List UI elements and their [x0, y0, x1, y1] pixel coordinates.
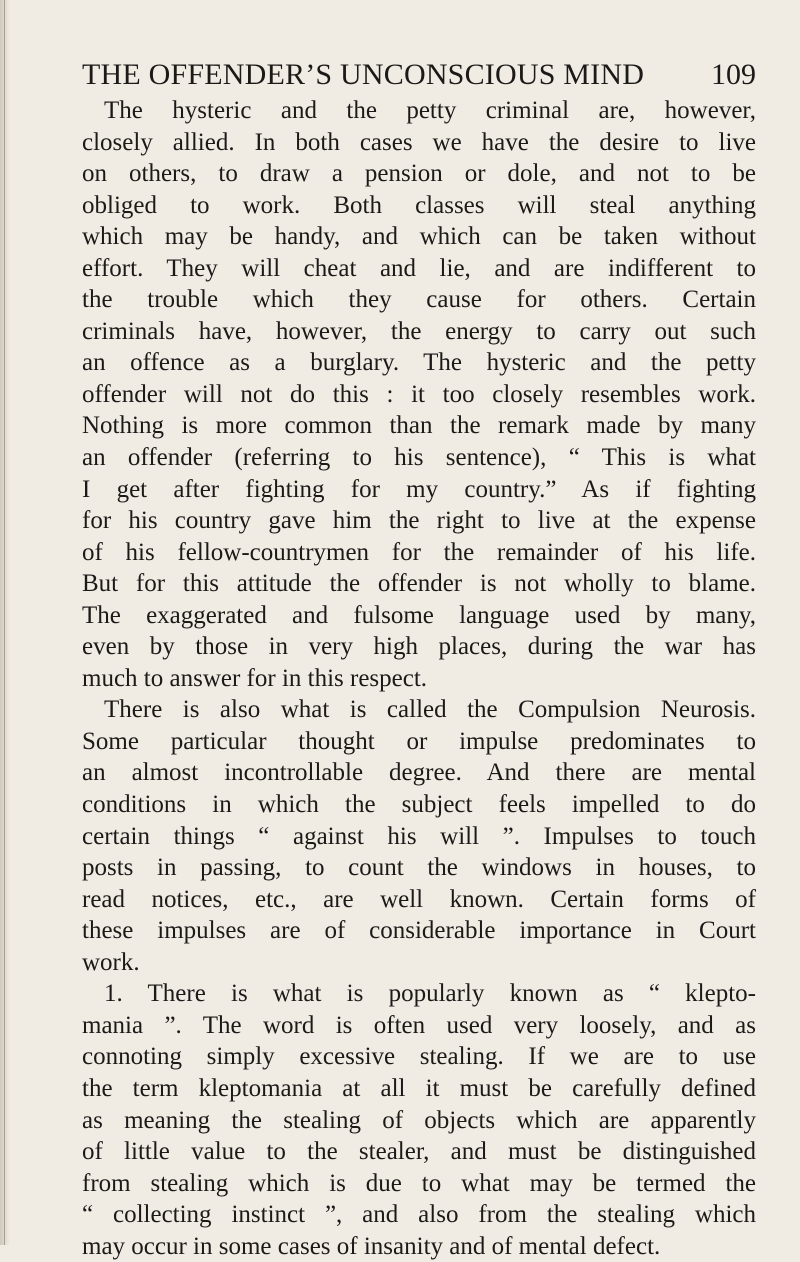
- running-head-title: THE OFFENDER’S UNCONSCIOUS MIND: [82, 58, 645, 91]
- body-text: [82, 95, 756, 1262]
- text-line: I get after fighting for my country.” As if fighting: [82, 475, 756, 503]
- text-line: an offence as a burglary. The hysteric and the petty: [82, 349, 756, 377]
- text-line: of little value to the stealer, and must be distinguished: [82, 1138, 756, 1166]
- page-edge-shadow: [0, 0, 10, 1245]
- text-line: There is also what is called the Compulsion Neurosis.: [104, 696, 756, 724]
- text-line: an almost incontrollable degree. And there are mental: [82, 759, 756, 787]
- text-line: posts in passing, to count the windows in houses, to: [82, 854, 756, 882]
- text-line: The exaggerated and fulsome language used by many,: [82, 601, 756, 629]
- text-line: offender will not do this : it too closely resembles work.: [82, 380, 756, 408]
- text-line: obliged to work. Both classes will steal anything: [82, 191, 756, 219]
- page-edge-line: [4, 0, 5, 1245]
- text-line: closely allied. In both cases we have the desire to live: [82, 128, 756, 156]
- text-line: as meaning the stealing of objects which are apparently: [82, 1106, 756, 1134]
- text-line: which may be handy, and which can be taken without: [82, 223, 756, 251]
- text-line: 1. There is what is popularly known as “ klepto-: [104, 980, 756, 1008]
- text-line: “ collecting instinct ”, and also from the stealing which: [82, 1201, 756, 1229]
- text-line: from stealing which is due to what may be termed the: [82, 1169, 756, 1197]
- text-line: an offender (referring to his sentence), “ This is what: [82, 444, 756, 472]
- text-line: criminals have, however, the energy to carry out such: [82, 317, 756, 345]
- text-line: But for this attitude the offender is not wholly to blame.: [82, 570, 756, 598]
- text-line: on others, to draw a pension or dole, and not to be: [82, 160, 756, 188]
- text-line: Nothing is more common than the remark made by many: [82, 412, 756, 440]
- text-line: connoting simply excessive stealing. If we are to use: [82, 1043, 756, 1071]
- text-line: work.: [82, 948, 140, 976]
- text-line: effort. They will cheat and lie, and are indifferent to: [82, 254, 756, 282]
- text-line: the trouble which they cause for others. Certain: [82, 286, 756, 314]
- text-line: may occur in some cases of insanity and of mental defect.: [82, 1232, 661, 1260]
- text-line: even by those in very high places, during the war has: [82, 633, 756, 661]
- text-line: The hysteric and the petty criminal are, however,: [104, 97, 756, 124]
- text-line: the term kleptomania at all it must be carefully defined: [82, 1074, 756, 1102]
- text-line: conditions in which the subject feels impelled to do: [82, 791, 756, 819]
- running-head: [76, 56, 756, 96]
- text-line: read notices, etc., are well known. Certain forms of: [82, 885, 756, 913]
- page-number: 109: [711, 58, 756, 91]
- text-line: Some particular thought or impulse predominates to: [82, 727, 756, 755]
- text-line: certain things “ against his will ”. Impulses to touch: [82, 822, 756, 850]
- text-line: mania ”. The word is often used very loosely, and as: [82, 1011, 756, 1039]
- text-line: of his fellow-countrymen for the remainder of his life.: [82, 538, 756, 566]
- text-line: much to answer for in this respect.: [82, 664, 428, 692]
- text-line: for his country gave him the right to live at the expense: [82, 507, 756, 535]
- text-line: these impulses are of considerable importance in Court: [82, 917, 756, 945]
